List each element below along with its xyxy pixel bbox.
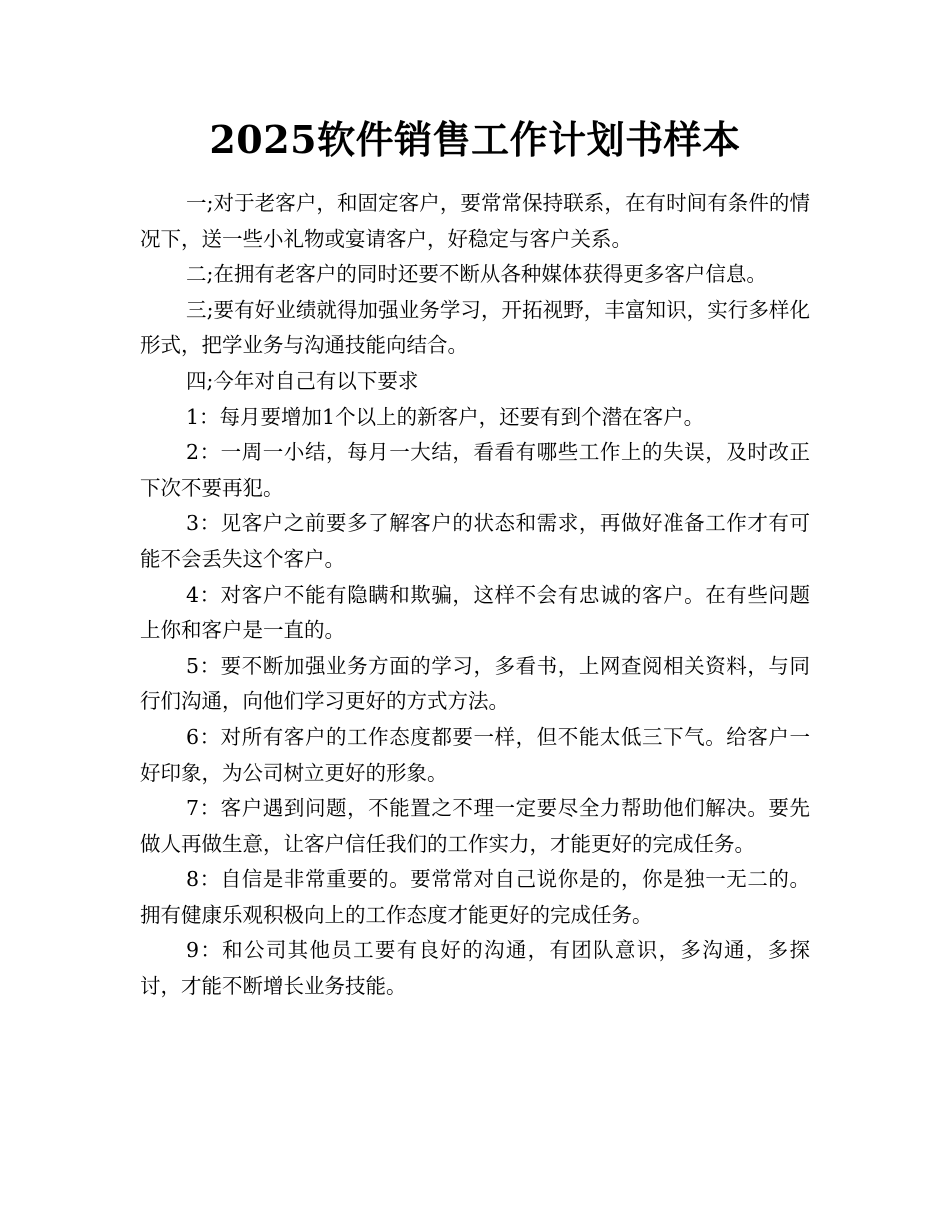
list-item-7: 7：客户遇到问题，不能置之不理一定要尽全力帮助他们解决。要先做人再做生意，让客户信任我们的工作实力，才能更好的完成任务。 xyxy=(140,796,810,856)
list-item-1: 1：每月要增加1个以上的新客户，还要有到个潜在客户。 xyxy=(186,404,705,429)
paragraph-2: 二;在拥有老客户的同时还要不断从各种媒体获得更多客户信息。 xyxy=(186,262,767,287)
paragraph-3: 三;要有好业绩就得加强业务学习，开拓视野，丰富知识，实行多样化形式，把学业务与沟通技能向结合。 xyxy=(140,297,810,358)
document-body xyxy=(140,186,810,1005)
paragraph-1: 一;对于老客户，和固定客户，要常常保持联系，在有时间有条件的情况下，送一些小礼物或宴请客户，好稳定与客户关系。 xyxy=(140,191,810,251)
list-item-8: 8：自信是非常重要的。要常常对自己说你是的，你是独一无二的。拥有健康乐观积极向上的工作态度才能更好的完成任务。 xyxy=(140,867,810,927)
paragraph-4: 四;今年对自己有以下要求 xyxy=(186,368,419,393)
list-item-3: 3：见客户之前要多了解客户的状态和需求，再做好准备工作才有可能不会丢失这个客户。 xyxy=(140,511,810,571)
document-title: 2025软件销售工作计划书样本 xyxy=(209,117,741,162)
list-item-4: 4：对客户不能有隐瞒和欺骗，这样不会有忠诚的客户。在有些问题上你和客户是一直的。 xyxy=(140,582,810,643)
list-item-6: 6：对所有客户的工作态度都要一样，但不能太低三下气。给客户一好印象，为公司树立更好的形象。 xyxy=(140,724,810,785)
list-item-5: 5：要不断加强业务方面的学习，多看书，上网查阅相关资料，与同行们沟通，向他们学习更好的方式方法。 xyxy=(140,653,810,714)
list-item-2: 2：一周一小结，每月一大结，看看有哪些工作上的失误，及时改正下次不要再犯。 xyxy=(140,440,810,500)
list-item-9: 9：和公司其他员工要有良好的沟通，有团队意识，多沟通，多探讨，才能不断增长业务技能。 xyxy=(140,938,810,999)
